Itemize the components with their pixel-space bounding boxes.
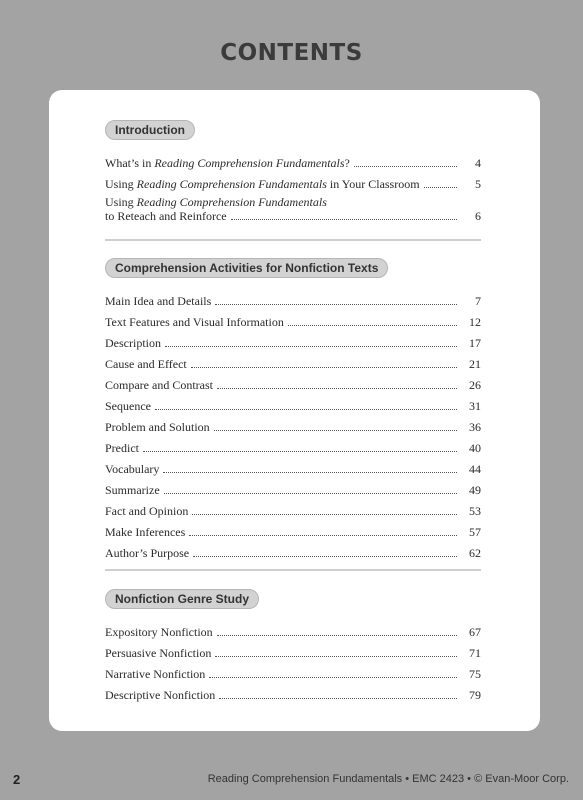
section-genre-study — [105, 589, 481, 702]
toc-entry-label: Problem and Solution — [105, 420, 210, 434]
toc-entry[interactable] — [105, 308, 481, 329]
toc-entry[interactable] — [105, 287, 481, 308]
toc-entry-page: 49 — [469, 483, 481, 497]
toc-entry[interactable] — [105, 413, 481, 434]
toc-entry[interactable] — [105, 618, 481, 639]
dot-leader — [165, 345, 457, 347]
section-heading-genre: Nonfiction Genre Study — [105, 589, 259, 609]
toc-entry-label: Using Reading Comprehension Fundamentals — [105, 195, 327, 209]
toc-entry-label: Predict — [105, 441, 139, 455]
toc-entry[interactable] — [105, 639, 481, 660]
toc-entry-label: Expository Nonfiction — [105, 625, 213, 639]
dot-leader — [209, 676, 457, 678]
footer-text: Reading Comprehension Fundamentals • EMC 2423 • © Evan-Moor Corp. — [207, 773, 569, 785]
toc-entry-page: 79 — [469, 688, 481, 702]
dot-leader — [163, 471, 457, 473]
dot-leader — [155, 408, 457, 410]
dot-leader — [288, 324, 457, 326]
toc-entry-label: Using Reading Comprehension Fundamentals in Your Classroom — [105, 177, 420, 191]
toc-entry[interactable] — [105, 660, 481, 681]
toc-entry-page: 7 — [475, 294, 481, 308]
toc-entry-label: Description — [105, 336, 161, 350]
toc-entry[interactable] — [105, 170, 481, 191]
toc-entry-page: 62 — [469, 546, 481, 560]
toc-entry[interactable] — [105, 371, 481, 392]
dot-leader — [217, 387, 457, 389]
toc-entry[interactable] — [105, 497, 481, 518]
toc-entry-page: 17 — [469, 336, 481, 350]
toc-entry-label: Vocabulary — [105, 462, 160, 476]
dot-leader — [219, 697, 457, 699]
toc-entry[interactable] — [105, 191, 481, 223]
section-heading-introduction: Introduction — [105, 120, 195, 140]
toc-entry-label: What’s in Reading Comprehension Fundamentals? — [105, 156, 350, 170]
dot-leader — [424, 186, 457, 188]
dot-leader — [354, 165, 457, 167]
dot-leader — [189, 534, 457, 536]
toc-entry-label: Cause and Effect — [105, 357, 187, 371]
contents-panel — [49, 90, 540, 731]
section-introduction — [105, 120, 481, 223]
dot-leader — [164, 492, 457, 494]
toc-entry[interactable] — [105, 476, 481, 497]
toc-entry-page: 12 — [469, 315, 481, 329]
dot-leader — [192, 513, 457, 515]
section-divider — [105, 569, 481, 571]
toc-entry[interactable] — [105, 455, 481, 476]
toc-entry-page: 57 — [469, 525, 481, 539]
toc-entry-page: 6 — [475, 209, 481, 223]
toc-entry-page: 4 — [475, 156, 481, 170]
toc-entry-page: 53 — [469, 504, 481, 518]
toc-entry[interactable] — [105, 350, 481, 371]
dot-leader — [231, 218, 457, 220]
section-activities — [105, 258, 481, 560]
genre-list — [105, 618, 481, 702]
footer-page-number: 2 — [13, 772, 21, 787]
dot-leader — [214, 429, 457, 431]
toc-entry-page: 36 — [469, 420, 481, 434]
dot-leader — [191, 366, 457, 368]
toc-entry-label: Descriptive Nonfiction — [105, 688, 216, 702]
dot-leader — [143, 450, 457, 452]
toc-entry-page: 5 — [475, 177, 481, 191]
activities-list — [105, 287, 481, 560]
toc-entry-page: 67 — [469, 625, 481, 639]
toc-entry-label-line2: to Reteach and Reinforce — [105, 209, 227, 223]
toc-entry-page: 75 — [469, 667, 481, 681]
toc-entry-label: Author’s Purpose — [105, 546, 190, 560]
dot-leader — [215, 655, 457, 657]
toc-entry-page: 21 — [469, 357, 481, 371]
section-divider — [105, 239, 481, 241]
toc-entry[interactable] — [105, 434, 481, 455]
toc-entry-page: 71 — [469, 646, 481, 660]
toc-entry-page: 44 — [469, 462, 481, 476]
toc-entry[interactable] — [105, 518, 481, 539]
toc-entry-label: Make Inferences — [105, 525, 186, 539]
toc-entry-label: Text Features and Visual Information — [105, 315, 284, 329]
toc-entry-label: Narrative Nonfiction — [105, 667, 206, 681]
toc-entry-page: 26 — [469, 378, 481, 392]
toc-entry-page: 40 — [469, 441, 481, 455]
toc-entry-label: Fact and Opinion — [105, 504, 189, 518]
toc-entry-label: Sequence — [105, 399, 151, 413]
page-title: CONTENTS — [220, 40, 363, 66]
section-heading-activities: Comprehension Activities for Nonfiction Texts — [105, 258, 388, 278]
toc-entry-page: 31 — [469, 399, 481, 413]
dot-leader — [193, 555, 457, 557]
toc-entry-label: Persuasive Nonfiction — [105, 646, 212, 660]
toc-entry-label: Compare and Contrast — [105, 378, 213, 392]
toc-entry[interactable] — [105, 539, 481, 560]
toc-entry[interactable] — [105, 329, 481, 350]
toc-entry-label: Summarize — [105, 483, 160, 497]
dot-leader — [217, 634, 457, 636]
toc-entry-label: Main Idea and Details — [105, 294, 212, 308]
dot-leader — [215, 303, 457, 305]
toc-entry[interactable] — [105, 149, 481, 170]
toc-entry[interactable] — [105, 681, 481, 702]
toc-entry[interactable] — [105, 392, 481, 413]
